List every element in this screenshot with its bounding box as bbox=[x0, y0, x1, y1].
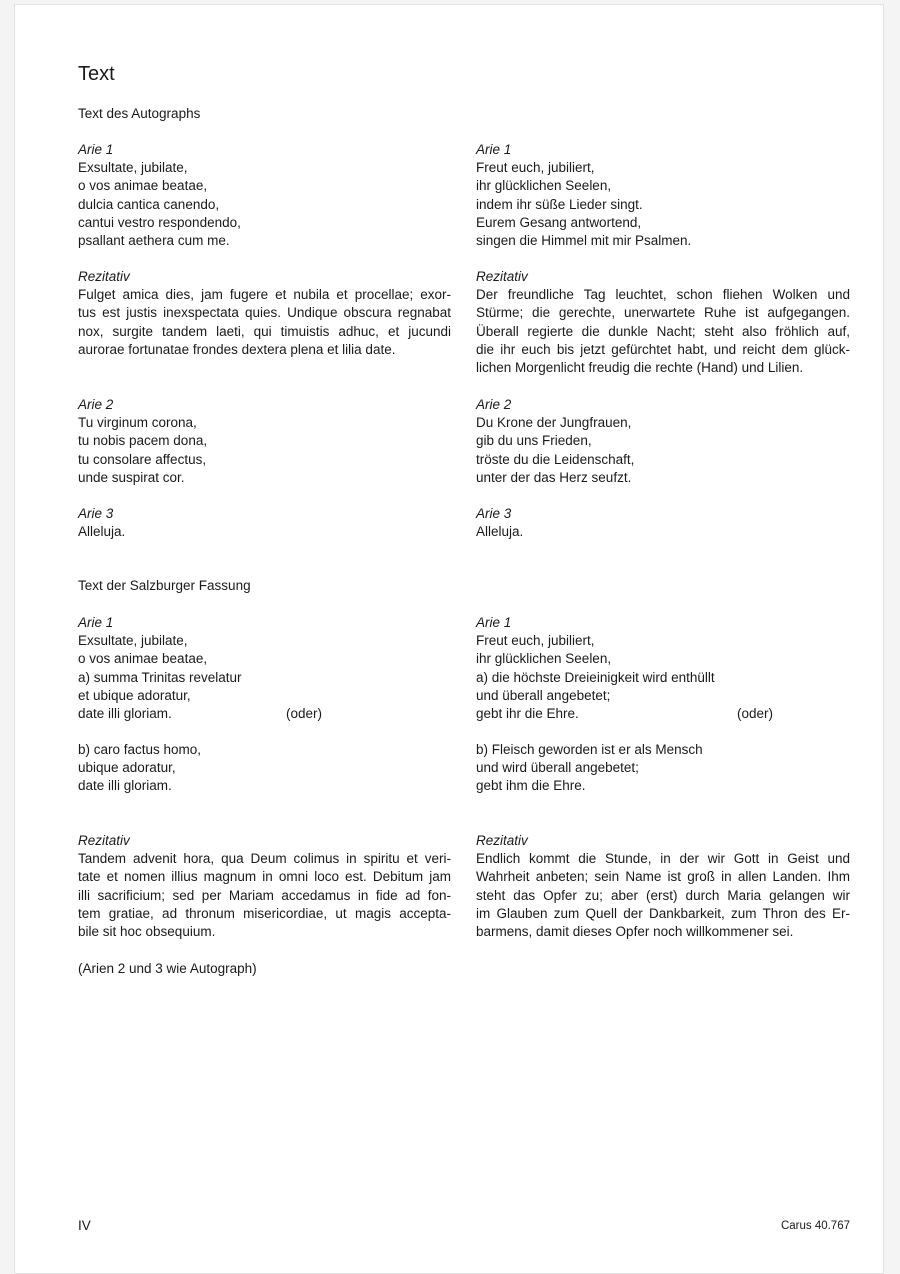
arie3-label: Arie 3 bbox=[78, 506, 114, 521]
text-line: indem ihr süße Lieder singt. bbox=[476, 196, 643, 212]
text-line: cantui vestro respondendo, bbox=[78, 214, 241, 230]
autograph-latin-arie2 bbox=[78, 396, 451, 487]
catalog-number: Carus 40.767 bbox=[780, 1220, 850, 1232]
text-line: et ubique adoratur, bbox=[78, 687, 191, 703]
salzburg-german-arie1b bbox=[476, 741, 850, 796]
autograph-latin-arie3 bbox=[78, 505, 451, 541]
arie3-label: Arie 3 bbox=[476, 506, 512, 521]
text-line: date illi gloriam. bbox=[78, 706, 172, 722]
text-line: psallant aethera cum me. bbox=[78, 233, 230, 249]
autograph-german-column bbox=[476, 141, 850, 250]
text-line: Freut euch, jubiliert, bbox=[476, 633, 595, 649]
section-heading-salzburg: Text der Salzburger Fassung bbox=[78, 578, 251, 593]
text-line: gebt ihm die Ehre. bbox=[476, 778, 586, 794]
text-line: im Glauben zum Quell der Dankbarkeit, zum Thron des Er- bbox=[476, 905, 850, 921]
text-line: unter der das Herz seufzt. bbox=[476, 469, 632, 485]
text-line: date illi gloriam. bbox=[78, 778, 172, 794]
text-line: Eurem Gesang antwortend, bbox=[476, 214, 642, 230]
salzburg-latin-arie1 bbox=[78, 614, 451, 723]
text-line: a) die höchste Dreieinigkeit wird enthüllt bbox=[476, 669, 715, 685]
rezitativ-label: Rezitativ bbox=[78, 833, 130, 848]
text-line: die ihr euch bis jetzt gefürchtet habt, und reicht dem glück- bbox=[476, 341, 850, 357]
arie2-label: Arie 2 bbox=[476, 397, 512, 412]
text-line: tröste du die Leidenschaft, bbox=[476, 451, 635, 467]
salzburg-latin-arie1b bbox=[78, 741, 451, 796]
autograph-latin-column bbox=[78, 141, 451, 250]
text-line: tate et nomen illius magnum in omni loco est. Debitum jam bbox=[78, 869, 451, 885]
text-line: steht das Opfer zu; aber (erst) durch Maria gelangen wir bbox=[476, 887, 850, 903]
document-page bbox=[14, 4, 884, 1274]
text-line: Exsultate, jubilate, bbox=[78, 633, 188, 649]
text-line: singen die Himmel mit mir Psalmen. bbox=[476, 233, 692, 249]
text-line: o vos animae beatae, bbox=[78, 178, 208, 194]
text-line: Exsultate, jubilate, bbox=[78, 160, 188, 176]
text-line: tu consolare affectus, bbox=[78, 451, 207, 467]
salzburg-latin-rezitativ bbox=[78, 832, 451, 941]
text-line: Freut euch, jubiliert, bbox=[476, 160, 595, 176]
autograph-german-rezitativ bbox=[476, 268, 850, 377]
text-line: Überall regierte die dunkle Nacht; steht also fröhlich auf, bbox=[476, 323, 850, 339]
section-heading-autograph: Text des Autographs bbox=[78, 106, 201, 121]
page-number: IV bbox=[78, 1218, 91, 1233]
autograph-latin-rezitativ bbox=[78, 268, 451, 359]
rezitativ-label: Rezitativ bbox=[476, 269, 528, 284]
text-line: dulcia cantica canendo, bbox=[78, 196, 220, 212]
arie1-label: Arie 1 bbox=[476, 142, 512, 157]
rezitativ-label: Rezitativ bbox=[78, 269, 130, 284]
text-line: o vos animae beatae, bbox=[78, 651, 208, 667]
text-line: b) Fleisch geworden ist er als Mensch bbox=[476, 742, 703, 757]
text-line: Fulget amica dies, jam fugere et nubila et procellae; exor- bbox=[78, 287, 451, 303]
salzburg-note: (Arien 2 und 3 wie Autograph) bbox=[78, 961, 257, 976]
text-line: tus est justis inexspectata quies. Undique obscura regnabat bbox=[78, 305, 451, 321]
arie1-label: Arie 1 bbox=[476, 615, 512, 630]
arie1-label: Arie 1 bbox=[78, 615, 114, 630]
text-line: Tu virginum corona, bbox=[78, 415, 197, 431]
text-line: Alleluja. bbox=[476, 524, 524, 540]
text-line: nox, surgite tandem laeti, qui timuistis adhuc, et jucundi bbox=[78, 323, 451, 339]
salzburg-german-arie1 bbox=[476, 614, 850, 723]
text-line: aurorae fortunatae frondes dextera plena et lilia date. bbox=[78, 341, 396, 357]
text-line: ubique adoratur, bbox=[78, 760, 176, 776]
text-line: ihr glücklichen Seelen, bbox=[476, 651, 612, 667]
text-line: a) summa Trinitas revelatur bbox=[78, 669, 242, 685]
text-line: lichen Morgenlicht freudig die rechte (Hand) und Lilien. bbox=[476, 360, 804, 376]
text-line: gib du uns Frieden, bbox=[476, 433, 592, 449]
salzburg-german-rezitativ bbox=[476, 832, 850, 941]
text-line: gebt ihr die Ehre. bbox=[476, 706, 579, 722]
text-line: Wahrheit anbeten; sein Name ist groß in allen Landen. Ihm bbox=[476, 869, 850, 885]
text-line: unde suspirat cor. bbox=[78, 469, 185, 485]
page-title: Text bbox=[78, 63, 115, 85]
text-line: illi sacrificium; sed per Mariam accedamus in fide ad fon- bbox=[78, 887, 451, 903]
arie2-label: Arie 2 bbox=[78, 397, 114, 412]
text-line: Der freundliche Tag leuchtet, schon fliehen Wolken und bbox=[476, 287, 850, 303]
text-line: Tandem advenit hora, qua Deum colimus in spiritu et veri- bbox=[78, 851, 451, 867]
text-line: Du Krone der Jungfrauen, bbox=[476, 415, 632, 431]
text-line: tu nobis pacem dona, bbox=[78, 433, 208, 449]
autograph-german-arie2 bbox=[476, 396, 850, 487]
text-line: ihr glücklichen Seelen, bbox=[476, 178, 612, 194]
oder-label-latin: (oder) bbox=[286, 706, 323, 721]
text-line: bile sit hoc obsequium. bbox=[78, 924, 216, 940]
autograph-german-arie3 bbox=[476, 505, 850, 541]
text-line: Endlich kommt die Stunde, in der wir Gott in Geist und bbox=[476, 851, 850, 867]
oder-label-german: (oder) bbox=[737, 706, 774, 721]
text-line: barmens, damit dieses Opfer noch willkommener sei. bbox=[476, 924, 794, 940]
text-line: tem gratiae, ad thronum misericordiae, ut magis accepta- bbox=[78, 905, 451, 921]
text-line: und wird überall angebetet; bbox=[476, 760, 639, 776]
text-line: b) caro factus homo, bbox=[78, 742, 202, 757]
text-line: Alleluja. bbox=[78, 524, 126, 540]
text-line: Stürme; die gerechte, unerwartete Ruhe ist aufgegangen. bbox=[476, 305, 850, 321]
rezitativ-label: Rezitativ bbox=[476, 833, 528, 848]
text-line: und überall angebetet; bbox=[476, 687, 611, 703]
arie1-label: Arie 1 bbox=[78, 142, 114, 157]
